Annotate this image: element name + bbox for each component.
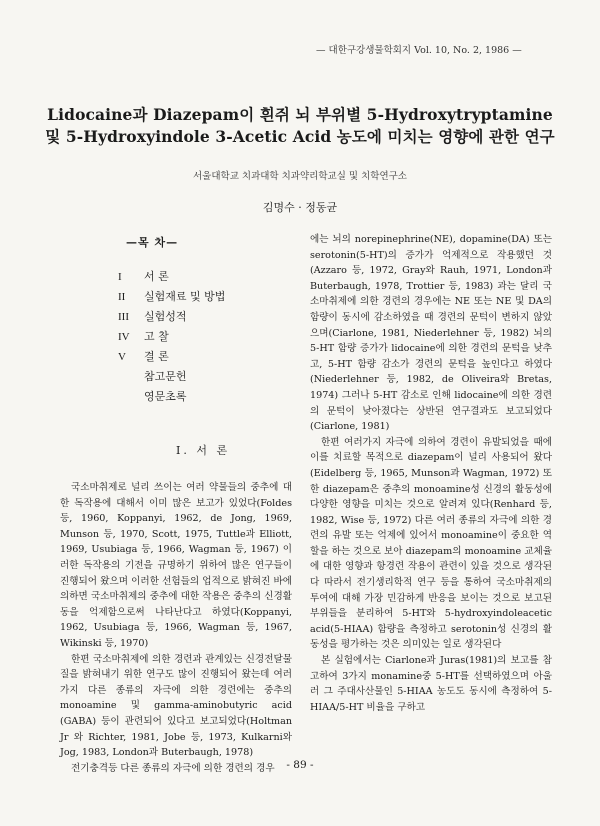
left-column: [60, 480, 292, 776]
toc-item-number: V: [118, 351, 126, 363]
section-heading-introduction: I. 서 론: [176, 444, 231, 457]
toc-item: [118, 307, 288, 327]
page-number: - 89 -: [286, 759, 314, 771]
paper-title: [40, 104, 560, 148]
paragraph: 한편 여러가지 자극에 의하여 경련이 유발되었을 때에 이를 치료할 목적으로 diazepam이 널리 사용되어 왔다(Eidelberg 등, 1965, Munson과 Wagman, 1972) 또한 diazepam은 중추의 monoamine성 신경의 활동성에 다양한 영향을 미치는 것으로 알려져 있다(Renhard 등, 1982, Wise 등, 1972) 다른 여러 종류의 자극에 의한 경련의 유발 또는 억제에 있어서 monoamine이 중요한 역할을 하는 것으로 보아 diazepam의 monoamine 교체율에 대한 영향과 항경련 작용이 관련이 있을 것으로 생각된다 따라서 전기생리학적 연구 등을 통하여 국소마취제의 투여에 대해 가장 민감하게 반응을 보이는 것으로 보고된 부위들을 분리하여 5-HT와 5-hydroxyindoleacetic acid(5-HIAA) 함량을 측정하고 serotonin성 신경의 활동성을 평가하는 것은 의미있는 일로 생각된다: [310, 436, 552, 651]
toc-item: [118, 287, 288, 307]
paragraph: 본 실험에서는 Ciarlone과 Juras(1981)의 보고를 참고하여 3가지 monamine중 5-HT를 선택하였으며 아울러 그 주대사산물인 5-HIAA 농도도 동시에 측정하여 5-HIAA/5-HT 비율을 구하고: [310, 655, 552, 713]
affiliation: 서울대학교 치과대학 치과약리학교실 및 치학연구소: [193, 171, 407, 182]
toc-item-label: 실험성적: [144, 310, 187, 323]
toc-item-label: 실험재료 및 방법: [144, 290, 226, 303]
toc-item-label: 서 론: [144, 270, 169, 283]
title-line-2: 및 5-Hydroxyindole 3-Acetic Acid 농도에 미치는 영향에 관한 연구: [45, 127, 555, 146]
authors: 김명수 · 정동균: [262, 201, 338, 214]
right-column: [310, 232, 552, 715]
paragraph: 국소마취제로 널리 쓰이는 여러 약물들의 중추에 대한 독작용에 대해서 이미 많은 보고가 있었다(Foldes 등, 1960, Koppanyi, 1962, de Jong, 1969, Munson 등, 1970, Scott, 1975, Tuttle과 Elliott, 1969, Usubiaga 등, 1966, Wagman 등, 1967) 이러한 독작용의 기전을 규명하기 위하여 많은 연구들이 진행되어 왔으며 이러한 선험들의 업적으로 밝혀진 바에 의하면 국소마취제의 중추에 대한 작용은 중추의 신경활동을 억제함으로써 나타난다고 하였다(Koppanyi, 1962, Usubiaga 등, 1966, Wagman 등, 1967, Wikinski 등, 1970): [60, 482, 292, 649]
toc-item: [118, 327, 288, 347]
paragraph: 에는 뇌의 norepinephrine(NE), dopamine(DA) 또는 serotonin(5-HT)의 증가가 억제적으로 작용했던 것(Azzaro 등, 1972, Gray와 Rauh, 1971, London과 Buterbaugh, 1978, Trottier 등, 1983) 과는 달리 국소마취제에 의한 경련의 경우에는 NE 또는 NE 및 DA의 함량이 동시에 감소하였을 때 경련의 문턱이 변하지 않았으며(Ciarlone, 1981, Niederlehner 등, 1982) 뇌의 5-HT 함량 증가가 lidocaine에 의한 경련의 문턱을 낮추고, 5-HT 함량 감소가 경련의 문턱을 높인다고 하였다(Niederlehner 등, 1982, de Oliveira와 Bretas, 1974) 그러나 5-HT 감소로 인해 lidocaine에 의한 경련의 문턱이 낮아졌다는 상반된 연구결과도 보고되었다(Ciarlone, 1981): [310, 234, 552, 433]
toc-item-label: 결 론: [144, 350, 169, 363]
toc-item-label: 고 찰: [144, 330, 169, 343]
table-of-contents: [118, 234, 288, 407]
toc-item-number: IV: [118, 331, 130, 343]
title-line-1: Lidocaine과 Diazepam이 흰쥐 뇌 부위별 5-Hydroxytryptamine: [47, 105, 553, 124]
paragraph: 전기충격등 다른 종류의 자극에 의한 경련의 경우: [71, 762, 275, 774]
toc-item: [118, 267, 288, 287]
running-header: — 대한구강생물학회지 Vol. 10, No. 2, 1986 —: [316, 45, 522, 56]
toc-sub-item-english-abstract: 영문초록: [144, 390, 187, 403]
toc-heading: —목 차—: [126, 236, 179, 249]
paragraph: 한편 국소마취제에 의한 경련과 관계있는 신경전달물질을 밝혀내기 위한 연구도 많이 진행되어 왔는데 여러 가지 다른 종류의 자극에 의한 경련에는 중추의 monoamine 및 gamma-aminobutyric acid (GABA) 등이 관련되어 있다고 보고되었다(Holtman Jr 와 Richter, 1981, Jobe 등, 1973, Kulkarni와 Jog, 1983, London과 Buterbaugh, 1978): [60, 653, 292, 759]
toc-item-number: III: [118, 311, 129, 323]
toc-item: [118, 347, 288, 367]
toc-sub-item-references: 참고문헌: [144, 370, 187, 383]
toc-item-number: II: [118, 291, 126, 303]
toc-item-number: I: [118, 271, 122, 283]
